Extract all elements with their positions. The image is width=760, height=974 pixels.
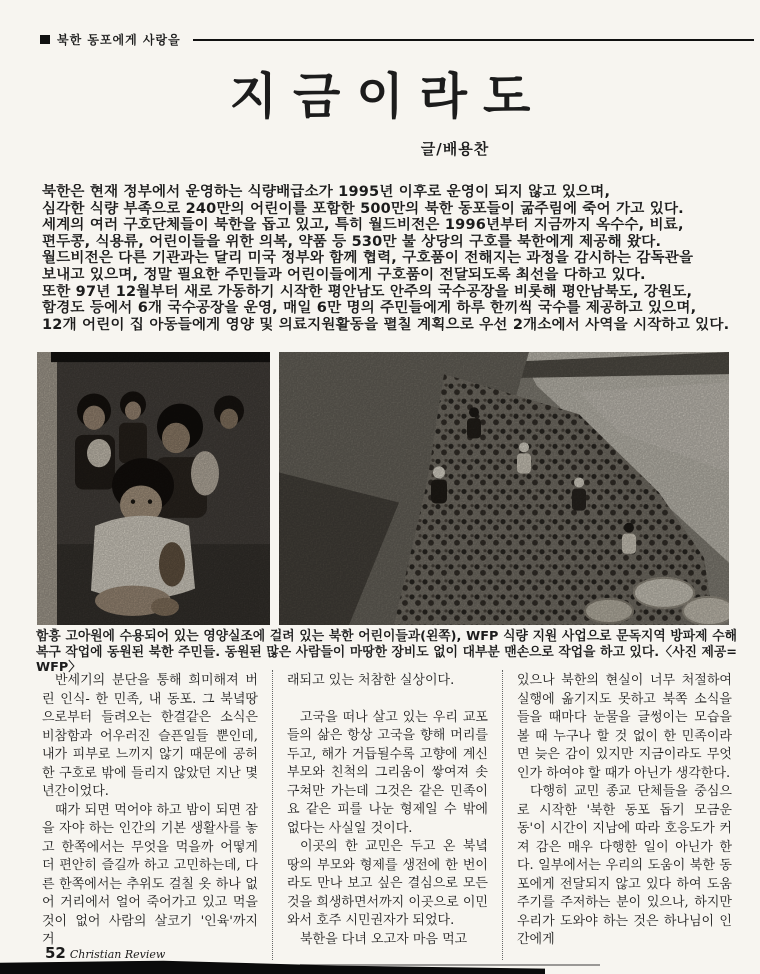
intro-line: 세계의 여러 구호단체들이 북한을 돕고 있고, 특히 월드비전은 1996년부터 지금까지 옥수수, 비료,: [42, 217, 684, 234]
body-paragraph: 있으나 북한의 현실이 너무 처절하여 실행에 옮기지도 못하고 북쪽 소식을 들을 때마다 눈물을 글썽이는 모습을 볼 때 누구나 할 것 없이 한 민족이라면 늦은 감이 있지만 지금이라도 무엇인가 하여야 할 때가 아닌가 생각한다.: [516, 673, 732, 781]
body-paragraph: 다행히 교민 종교 단체들을 중심으로 시작한 '북한 동포 돕기 모금운동'이 시간이 지남에 따라 호응도가 커져 감은 매우 다행한 일이 아닌가 한다. 일부에서는 우리의 도움이 북한 동포에게 전달되지 않고 있다 하여 도움 주기를 주저하는 분이 있으나, 하지만 우리가 도와야 하는 것은 하나님이 인간에게: [516, 784, 732, 947]
intro-line: 월드비전은 다른 기관과는 달리 미국 정부와 함께 협력, 구호품이 전해지는 과정을 감시하는 감독관을: [42, 250, 694, 267]
intro-line: 심각한 식량 부족으로 240만의 어린이를 포함한 500만의 북한 동포들이 굶주림에 죽어 가고 있다.: [42, 200, 684, 217]
body-paragraph: 반세기의 분단을 통해 희미해져 버린 인식- 한 민족, 내 동포. 그 북녘땅으로부터 들려오는 한결같은 소식은 비참함과 어우러진 슬픈일들 뿐인데, 내가 피부로 느끼지 않기 때문에 공허한 구호로 밖에 들리지 않았던 지난 몇 년간이었다.: [42, 673, 258, 799]
header-rule: [193, 39, 754, 41]
page-footer: [45, 943, 165, 962]
scan-bar-artifact: [0, 960, 545, 974]
intro-line: 함경도 등에서 6개 국수공장을 운영, 매일 6만 명의 주민들에게 하루 한끼씩 국수를 제공하고 있으며,: [42, 300, 697, 317]
article-title: 지금이라도: [229, 68, 547, 125]
article-body: [42, 670, 732, 960]
body-column-1: [42, 670, 272, 960]
scan-streak-artifact: [300, 964, 600, 966]
photo-row: [37, 352, 729, 625]
photo-flood-repair-crowd: [279, 352, 729, 625]
intro-line: 북한은 현재 정부에서 운영하는 식량배급소가 1995년 이후로 운영이 되지 않고 있으며,: [42, 184, 611, 200]
intro-line: 보내고 있으며, 정말 필요한 주민들과 어린이들에게 구호품이 전달되도록 최선을 다하고 있다.: [42, 266, 646, 283]
intro-line: 12개 어린이 집 아동들에게 영양 및 의료지원활동을 펼칠 계획으로 우선 2개소에서 사역을 시작하고 있다.: [42, 316, 730, 333]
article-byline: 글/배용찬: [420, 140, 490, 158]
intro-line: 또한 97년 12월부터 새로 가동하기 시작한 평안남도 안주의 국수공장을 비롯해 평안남북도, 강원도,: [42, 283, 693, 300]
body-paragraph: 래되고 있는 처참한 실상이다.: [286, 673, 455, 688]
body-paragraph: 때가 되면 먹어야 하고 밤이 되면 잠을 자야 하는 인간의 기본 생활사를 놓고 한쪽에서는 무엇을 먹을까 어떻게 더 편안히 즐길까 하고 고민하는데, 다른 한쪽에서는 추위도 걸칠 옷 하나 없어 거리에서 얼어 죽어가고 있고 먹을 것이 없어 사람의 살코기 '인육'까지 거: [42, 802, 258, 947]
section-square-icon: [40, 35, 50, 44]
magazine-name: Christian Review: [69, 948, 166, 961]
body-column-3: [502, 670, 732, 960]
body-paragraph: 북한을 다녀 오고자 마음 먹고: [299, 931, 468, 947]
intro-line: 편두콩, 식용류, 어린이들을 위한 의복, 약품 등 530만 불 상당의 구호를 북한에게 제공해 왔다.: [42, 233, 662, 250]
photo-caption: 함흥 고아원에 수용되어 있는 영양실조에 걸려 있는 북한 어린이들과(왼쪽), WFP 식량 지원 사업으로 문독지역 방파제 수해 복구 작업에 동원된 북한 주민들. 동원된 많은 사람들이 마땅한 장비도 없이 대부분 맨손으로 작업을 하고 있다.〈사진 제공= WFP〉: [36, 629, 737, 676]
body-column-2: [272, 670, 502, 960]
section-kicker: [40, 31, 754, 48]
body-paragraph: 이곳의 한 교민은 두고 온 북녘 땅의 부모와 형제를 생전에 한 번이라도 만나 보고 싶은 결심으로 모든 것을 희생하면서까지 이곳으로 이민와서 호주 시민권자가 되었다.: [286, 839, 488, 928]
intro-paragraph: [42, 184, 742, 333]
section-kicker-label: 북한 동포에게 사랑을: [57, 33, 181, 47]
body-paragraph: 고국을 떠나 살고 있는 우리 교포들의 삶은 항상 고국을 향해 머리를 두고, 해가 거듭될수록 고향에 계신 부모와 친척의 그리움이 쌓여져 솟구쳐만 가는데 그것은 같은 민족이요 같은 피를 나눈 형제일 수 밖에 없다는 사실일 것이다.: [286, 709, 488, 836]
photo-orphan-children: [37, 352, 270, 625]
page-number: 52: [45, 944, 66, 962]
